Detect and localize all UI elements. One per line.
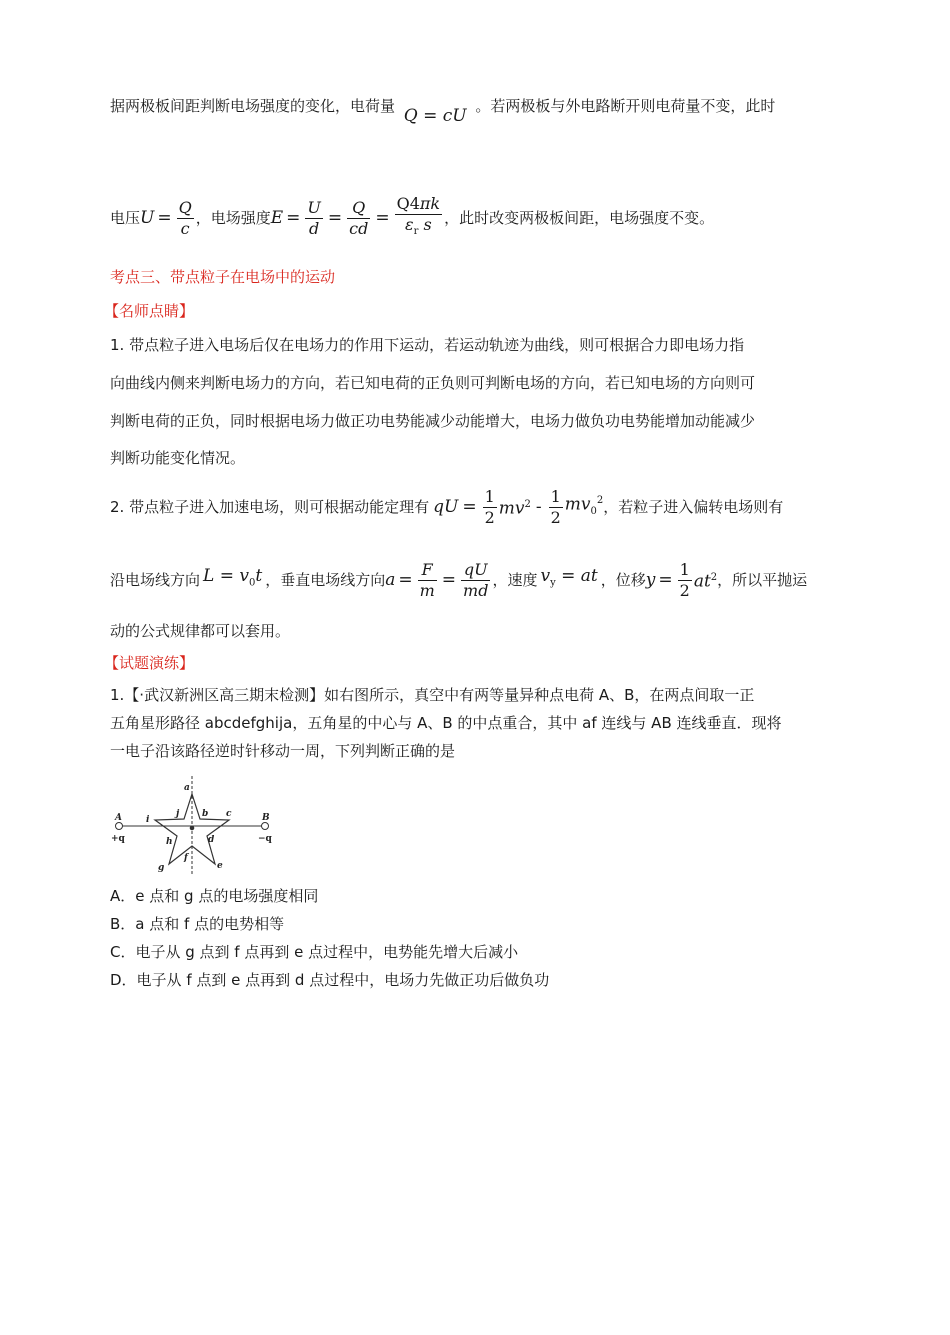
teacher-tag: 【名师点睛】 [104,302,195,320]
point2-text-a: 2. 带点粒子进入加速电场，则可根据动能定理有 [110,498,430,516]
para2-line [110,192,714,244]
velocity-formula: $v_y$ = at [540,566,598,589]
accel-formula: a = $\frac{F}{m}$ = $\frac{qU}{md}$ [385,559,489,600]
question-line-2: 五角星形路径 abcdefghija，五角星的中心与 A、B 的中点重合，其中 af 连线与 AB 连线垂直．现将 [110,714,782,732]
displacement-formula: y = $\frac{1}{2}$ $at^2$ [645,559,718,600]
label-b: b [202,809,209,819]
practice-tag: 【试题演练】 [104,654,195,672]
option-d[interactable]: D．电子从 f 点到 e 点再到 d 点过程中，电场力先做正功后做负功 [110,971,550,989]
point2-line-2 [110,555,807,605]
point1-line-2: 向曲线内侧来判断电场力的方向，若已知电荷的正负则可判断电场的方向，若已知电场的方向则可 [110,374,756,392]
length-formula: $L = v_0t$ [203,566,263,589]
point2-text-d: ，垂直电场线方向 [265,571,386,589]
label-i: i [146,815,150,825]
label-c: c [226,809,232,819]
label-B: B [262,813,270,823]
option-a[interactable]: A．e 点和 g 点的电场强度相同 [110,887,319,905]
option-b[interactable]: B．a 点和 f 点的电势相等 [110,915,285,933]
section3-heading: 考点三、带点粒子在电场中的运动 [110,268,336,286]
star-path-figure [104,776,294,876]
label-j: j [176,809,180,819]
point2-text-c: 沿电场线方向 [110,571,201,589]
para1-text-b: 。若两极板与外电路断开则电荷量不变，此时 [475,97,776,115]
point2-text-f: ，位移 [600,571,646,589]
label-minus-q: −q [258,834,272,844]
point2-text-b: ，若粒子进入偏转电场则有 [603,498,784,516]
charge-a [116,823,123,830]
point2-text-e: ，速度 [492,571,538,589]
label-plus-q: +q [111,834,125,844]
question-line-1: 1.【·武汉新洲区高三期末检测】如右图所示，真空中有两等量异种点电荷 A、B，在两点间取一正 [110,686,755,704]
center-point [190,826,194,830]
para2-text-a: 电压 [110,209,141,227]
voltage-formula: U = $\frac{Q}{c}$ [140,197,192,238]
para2-text-b: ，电场强度 [195,209,271,227]
energy-formula: qU = $\frac{1}{2}$ $mv^2$ - $\frac{1}{2}$ $mv_0^2$ [433,486,604,527]
label-h: h [166,837,173,847]
para2-text-c: ，此时改变两极板间距，电场强度不变。 [444,209,715,227]
charge-formula: Q = cU [403,106,467,126]
question-line-3: 一电子沿该路径逆时针移动一周，下列判断正确的是 [110,742,456,760]
charge-b [262,823,269,830]
point1-line-3: 判断电荷的正负，同时根据电场力做正功电势能减少动能增大，电场力做负功电势能增加动能减少 [110,412,756,430]
label-f: f [184,853,188,863]
option-c[interactable]: C．电子从 g 点到 f 点再到 e 点过程中，电势能先增大后减小 [110,943,519,961]
label-A: A [115,813,122,823]
field-formula: E = $\frac{U}{d}$ = $\frac{Q}{cd}$ = $\frac{Q4\pi k}{\varepsilon_r s}$ [270,193,441,238]
label-e: e [217,861,223,871]
label-d: d [208,835,215,845]
point2-text-g: ，所以平抛运 [717,571,808,589]
para1-text-a: 据两极板间距判断电场强度的变化，电荷量 [110,97,396,115]
label-a: a [184,783,190,793]
point2-line-3: 动的公式规律都可以套用。 [110,622,291,640]
point1-line-4: 判断功能变化情况。 [110,449,246,467]
point2-line-1 [110,482,783,532]
point1-line-1: 1. 带点粒子进入电场后仅在电场力的作用下运动，若运动轨迹为曲线，则可根据合力即电场力指 [110,336,745,354]
label-g: g [158,863,165,873]
para1-line [110,95,776,126]
